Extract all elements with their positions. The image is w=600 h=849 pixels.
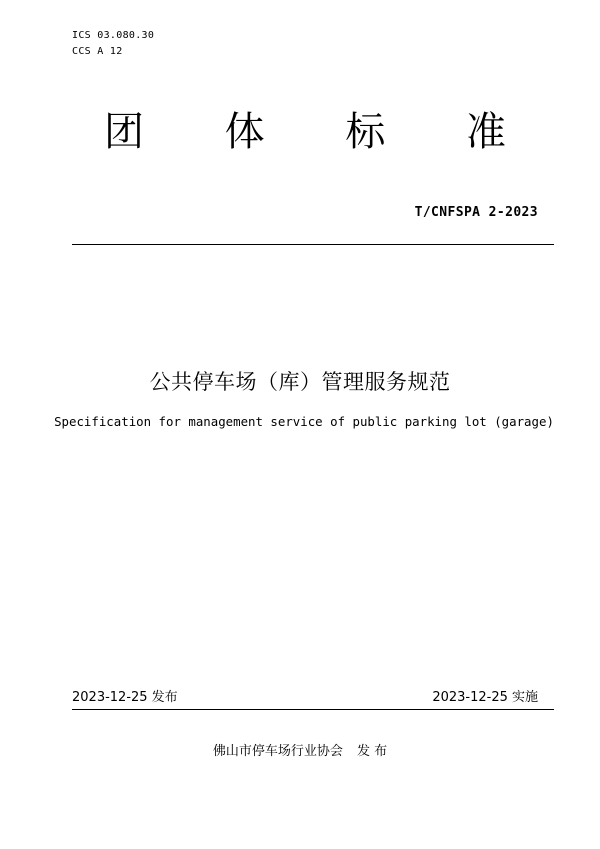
implement-date: 2023-12-25 实施 — [432, 690, 538, 705]
doc-type-char: 标 — [345, 109, 386, 155]
doc-type-char: 团 — [104, 109, 144, 155]
publisher-name: 佛山市停车场行业协会 — [212, 744, 343, 759]
title-chinese: 公共停车场（库）管理服务规范 — [149, 370, 451, 394]
standard-number: T/CNFSPA 2-2023 — [414, 205, 538, 220]
publish-date: 2023-12-25 发布 — [72, 690, 178, 705]
publisher-line — [0, 744, 600, 760]
document-type-heading — [100, 108, 510, 156]
title-english: Specification for management service of public parking lot (garage) — [54, 414, 554, 429]
doc-type-char: 准 — [465, 109, 506, 155]
publisher-action: 发 布 — [356, 744, 388, 759]
ics-code: ICS 03.080.30 — [72, 30, 155, 41]
ccs-code: CCS A 12 — [72, 46, 123, 57]
header-divider — [72, 244, 554, 245]
doc-type-char: 体 — [224, 109, 265, 155]
footer-divider — [72, 709, 554, 710]
